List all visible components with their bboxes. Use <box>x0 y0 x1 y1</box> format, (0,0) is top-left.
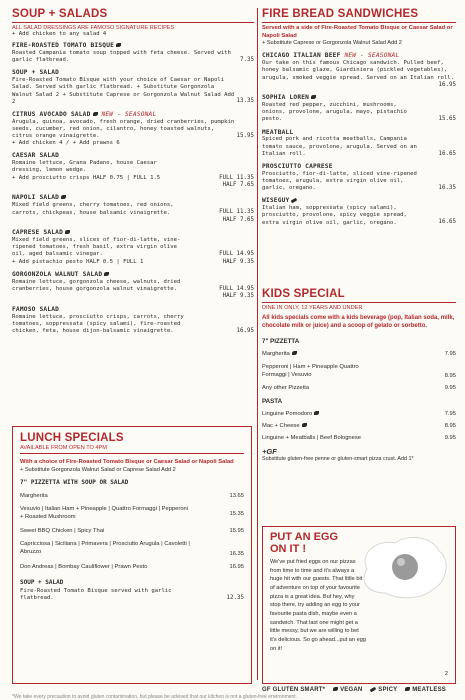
kids-pizzetta-title: 7" PIZZETTA <box>262 337 300 345</box>
kids-row: Linguine + Meatballs | Beef Bolognese 9.95 <box>262 434 456 441</box>
item-name: CHICAGO ITALIAN BEEF NEW - SEASONAL <box>262 52 400 60</box>
item-price: 16.95 <box>438 81 456 88</box>
item-name: FAMOSO SALAD <box>12 305 60 313</box>
menu-item-tomato-bisque <box>12 42 254 64</box>
item-desc: Roasted Campania tomato soup topped with feta cheese. Served with garlic flatbread. <box>12 49 231 64</box>
item-name: MEATBALL <box>262 128 294 136</box>
lunch-row: Vesuvio | Italian Ham + Pineapple | Quattro Formaggi | Pepperoni + Roasted Mushroom 15.35 <box>20 505 244 520</box>
section-title: FIRE BREAD SANDWICHES <box>262 8 419 20</box>
item-name: FIRE-ROASTED TOMATO BISQUE <box>12 42 254 50</box>
item-name: CAESAR SALAD <box>12 152 60 160</box>
column-divider <box>257 8 258 680</box>
kids-row: Mac + Cheese 8.95 <box>262 422 456 429</box>
lunch-specials-box <box>12 426 252 684</box>
meatless-icon <box>292 351 297 355</box>
egg-text: We've put fried eggs on our pizzas from time to time and it's always a huge hit with our guests. That little bit of adventure on top of your favourite pizza is a great idea. But hey, why stop there, try adding an egg to your favourite pasta dish, maybe even a sandwich. That last one might get a little messy, but we are willing to bet it's delicious. So go ahead...put an egg on it! <box>270 559 366 652</box>
item-desc: Fire-Roasted Tomato Bisque with your choice of Caesar or Napoli Salad. Served with garlic flatbread. + Substitute Gorgonzola Walnut Salad 2 + Substitute Caprese or Gorgonzola Walnut Salad Add 2 <box>12 77 235 105</box>
item-desc: Italian ham, soppressata (spicy salami), prosciutto, provolone, spicy veggie spread, extra virgin olive oil, garlic, oregano. <box>262 205 407 226</box>
menu-item-citrus-avocado <box>12 111 254 148</box>
item-desc: Mixed field greens, cherry tomatoes, red onions, carrots, chickpeas, house balsamic vinaigrette. <box>12 202 174 216</box>
dietary-legend <box>262 687 446 693</box>
item-desc: Roasted red pepper, zucchini, mushrooms, onions, provolone, arugula, mayo, pistachio pesto. <box>262 102 407 123</box>
section-title: SOUP + SALADS <box>12 8 108 20</box>
title-rule <box>12 22 254 23</box>
menu-item-napoli <box>12 194 254 224</box>
item-name: SOUP + SALAD <box>12 69 60 77</box>
egg-title: PUT AN EGG ON IT ! <box>270 531 339 555</box>
kids-lead: All kids specials come with a kids beverage (pop, Italian soda, milk, chocolate milk or juice) and a scoop of gelato or sorbetto. <box>262 315 455 329</box>
gf-note <box>262 447 456 462</box>
lunch-soup-salad <box>20 588 244 602</box>
menu-item-gorgonzola <box>12 271 254 301</box>
kids-row: Pepperoni | Ham + Pineapple Quattro Formaggi | Vesuvio 8.95 <box>262 363 456 379</box>
meatless-icon <box>311 95 316 99</box>
lunch-row: Margherita 13.65 <box>20 492 244 499</box>
menu-item-chicago-beef <box>262 52 456 89</box>
item-desc: Romaine lettuce, gorgonzola cheese, walnuts, dried cranberries, house gorgonzola walnut vinaigrette. <box>12 278 181 292</box>
egg-box <box>262 526 456 684</box>
gf-badge: +GF <box>262 446 277 456</box>
item-desc: Arugula, quinoa, avocado, fresh orange, dried cranberries, pumpkin seeds, cucumber, red onion, cilantro, honey toasted walnuts, citrus orange vinaigrette. <box>12 118 235 140</box>
vegan-icon <box>333 687 338 691</box>
pizzetta-title: 7" PIZZETTA WITH SOUP OR SALAD <box>20 478 129 486</box>
section-title: KIDS SPECIAL <box>262 288 345 300</box>
kids-row: Any other Pizzetta 9.95 <box>262 384 456 391</box>
title-rule <box>262 302 456 303</box>
meatless-icon <box>65 230 70 234</box>
vegan-icon <box>61 195 66 199</box>
item-price-full: FULL 11.35 <box>219 209 254 216</box>
item-name: PROSCIUTTO CAPRESE <box>262 162 333 170</box>
item-desc: Fire-Roasted Tomato Bisque served with garlic flatbread. <box>20 588 172 602</box>
kids-pasta-title: PASTA <box>262 397 283 405</box>
meatless-icon <box>302 423 307 427</box>
meatless-icon <box>116 43 121 47</box>
item-price-half: HALF 7.65 <box>222 182 254 189</box>
footer-note: *We take every precaution to avoid gluten contamination, but please be advised that our kitchen is not a gluten-free environment. <box>12 694 298 700</box>
fried-egg-icon <box>355 531 451 603</box>
bread-intro <box>262 25 456 47</box>
fire-bread-section <box>262 8 456 227</box>
item-price: 13.35 <box>236 98 254 105</box>
menu-item-soup-salad <box>12 69 254 106</box>
legend-meatless: MEATLESS <box>403 687 446 693</box>
menu-item-sophia-loren <box>262 94 456 123</box>
soup-salad-title: SOUP + SALAD <box>20 579 64 587</box>
item-price-full: FULL 14.95 <box>219 285 254 292</box>
legend-gluten-smart: GF GLUTEN SMART* <box>262 687 326 693</box>
item-price: 16.65 <box>438 219 456 226</box>
item-name: NAPOLI SALAD <box>12 194 254 202</box>
menu-item-famoso-salad <box>12 306 254 335</box>
item-price: 12.35 <box>226 594 244 601</box>
section-note: DINE IN ONLY, 12 YEARS AND UNDER <box>262 305 363 311</box>
item-price-half: HALF 9.35 <box>222 258 254 265</box>
kids-special-section <box>262 288 456 462</box>
item-name: CAPRESE SALAD <box>12 229 254 237</box>
lunch-intro-text: With a choice of Fire-Roasted Tomato Bisque or Caesar Salad or Napoli Salad <box>20 459 234 465</box>
seasonal-tag: NEW - SEASONAL <box>344 52 400 60</box>
item-price: 16.65 <box>438 150 456 157</box>
meatless-icon <box>104 272 109 276</box>
item-desc: Romaine lettuce, Grana Padano, house Caesar dressing, lemon wedge. <box>12 160 157 174</box>
footer <box>0 686 465 700</box>
vegan-icon <box>93 112 98 116</box>
item-name: SOPHIA LOREN <box>262 94 456 102</box>
menu-item-caesar <box>12 152 254 189</box>
menu-item-prosciutto-caprese <box>262 163 456 192</box>
soup-salads-section <box>12 8 254 335</box>
item-desc: Spiced pork and ricotta meatballs, Campania tomato sauce, provolone, arugula. Served on an Italian roll. <box>262 136 417 157</box>
legend-vegan: VEGAN <box>331 687 362 693</box>
seasonal-tag: NEW - SEASONAL <box>101 110 157 118</box>
section-title: LUNCH SPECIALS <box>20 432 124 444</box>
lunch-row: Don Andreas | Bombay Cauliflower | Prawn Pesto 16.95 <box>20 564 244 571</box>
lunch-row: Sweet BBQ Chicken | Spicy Thai 15.95 <box>20 528 244 535</box>
item-extra: + Add pistachio pesto HALF 0.5 | FULL 1 <box>12 258 144 265</box>
spicy-icon <box>370 687 377 693</box>
gf-text: Substitute gluten-free penne or gluten-smart pizza crust. Add 1* <box>262 455 414 462</box>
lunch-intro-sub: + Substitute Gorgonzola Walnut Salad or Caprese Salad Add 2 <box>20 466 176 473</box>
kids-row: Margherita 7.95 <box>262 350 456 357</box>
menu-item-caprese <box>12 229 254 266</box>
section-note: ALL SALAD DRESSINGS ARE FAMOSO SIGNATURE RECIPES <box>12 25 175 31</box>
add-chicken-note: + Add chicken to any salad 4 <box>12 31 107 37</box>
lunch-intro <box>20 459 244 474</box>
item-price-full: FULL 11.35 <box>219 174 254 181</box>
section-note: AVAILABLE FROM OPEN TO 4PM <box>20 445 107 451</box>
lunch-row: Capricciosa | Siciliana | Primavera | Prosciutto Arugula | Cavoletti | Abruzzo 16.35 <box>20 541 244 558</box>
item-name: CITRUS AVOCADO SALAD NEW - SEASONAL <box>12 110 157 118</box>
meatless-icon <box>405 687 410 691</box>
item-price-full: FULL 14.95 <box>219 251 254 258</box>
title-rule <box>20 453 244 454</box>
spicy-icon <box>291 198 298 204</box>
item-price: 16.95 <box>236 327 254 334</box>
egg-price: 2 <box>444 671 448 677</box>
bread-intro-text: Served with a side of Fire-Roasted Tomato Bisque or Caesar Salad or Napoli Salad <box>262 25 453 39</box>
item-name: GORGONZOLA WALNUT SALAD <box>12 271 254 279</box>
item-extra: + Add chicken 4 / + Add prawns 6 <box>12 140 120 147</box>
item-price-half: HALF 9.35 <box>222 293 254 300</box>
title-rule <box>262 22 456 23</box>
item-desc: Mixed field greens, slices of fior-di-latte, vine-ripened tomatoes, fresh basil, extra virgin olive oil, aged balsamic vinegar. <box>12 237 181 258</box>
menu-item-wiseguy <box>262 197 456 226</box>
item-price: 7.35 <box>240 56 254 63</box>
item-name: WISEGUY <box>262 197 456 205</box>
kids-row: Linguine Pomodoro 7.95 <box>262 410 456 417</box>
menu-item-meatball <box>262 129 456 158</box>
item-price: 16.35 <box>438 184 456 191</box>
item-price-half: HALF 7.65 <box>222 216 254 223</box>
bread-intro-sub: + Substitute Caprese or Gorgonzola Walnut Salad Add 2 <box>262 40 402 47</box>
item-price: 15.95 <box>236 132 254 139</box>
item-extra: + Add prosciutto crisps HALF 0.75 | FULL 1.5 <box>12 174 161 181</box>
meatless-icon <box>314 411 319 415</box>
item-price: 15.65 <box>438 116 456 123</box>
item-desc: Romaine lettuce, prosciutto crisps, carrots, cherry tomatoes, soppressata (spicy salami), fire-roasted chicken, feta, house dijon-balsamic vinaigrette. <box>12 313 184 334</box>
item-desc: Our take on this famous Chicago sandwich. Pulled beef, honey balsamic glaze, Giardiniera (pickled vegetables), arugula, smoked veggie spread. Served on an Italian roll. <box>262 60 454 81</box>
item-desc: Prosciutto, fior-di-latte, sliced vine-ripened tomatoes, arugula, extra virgin olive oil, garlic, oregano. <box>262 170 417 192</box>
legend-spicy: SPICY <box>368 687 397 693</box>
